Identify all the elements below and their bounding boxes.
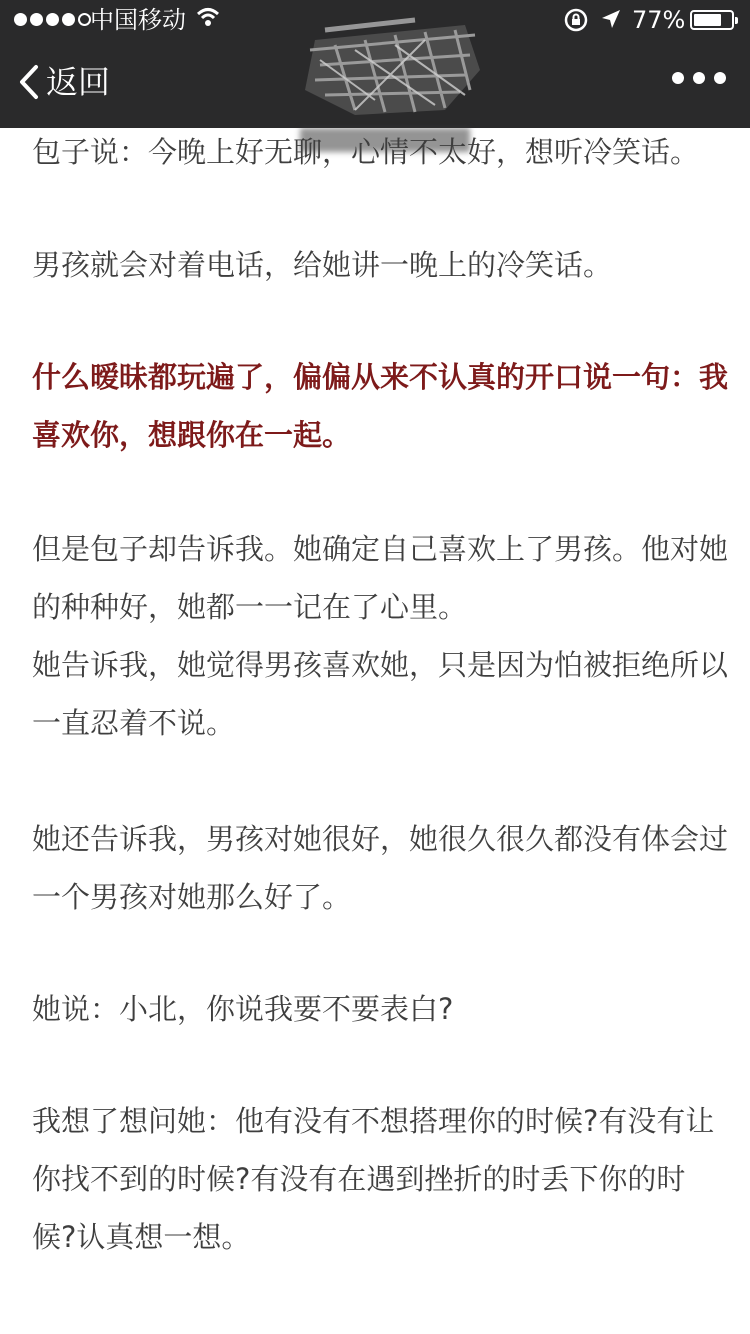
article-line: 一直忍着不说。 — [32, 706, 236, 740]
carrier-name: 中国移动 — [90, 6, 186, 34]
article-line: 一个男孩对她那么好了。 — [32, 880, 352, 914]
article-line: 她告诉我，她觉得男孩喜欢她，只是因为怕被拒绝所以 — [32, 648, 729, 682]
location-arrow-icon — [600, 8, 622, 30]
signal-strength-icon — [14, 13, 91, 26]
battery-icon — [690, 10, 734, 30]
article-line: 你找不到的时候?有没有在遇到挫折的时丢下你的时 — [32, 1162, 686, 1196]
article-line: 她说：小北，你说我要不要表白? — [32, 992, 454, 1026]
battery-percent: 77% — [632, 6, 686, 34]
highlighted-line: 喜欢你，想跟你在一起。 — [32, 418, 352, 452]
article-line: 但是包子却告诉我。她确定自己喜欢上了男孩。他对她 — [32, 532, 729, 566]
back-button[interactable] — [18, 62, 110, 102]
article-line: 候?认真想一想。 — [32, 1220, 251, 1254]
more-options-button[interactable] — [672, 72, 726, 84]
navigation-bar — [0, 40, 750, 128]
article-body — [32, 128, 729, 1266]
chevron-left-icon — [18, 64, 40, 100]
article-line: 她还告诉我，男孩对她很好，她很久很久都没有体会过 — [32, 822, 729, 856]
more-dot-icon — [714, 72, 726, 84]
top-bar — [0, 0, 750, 128]
wifi-icon — [196, 7, 220, 27]
redacted-title-scribble — [295, 0, 495, 128]
article-line: 的种种好，她都一一记在了心里。 — [32, 590, 468, 624]
article-line: 男孩就会对着电话，给她讲一晚上的冷笑话。 — [32, 248, 613, 282]
more-dot-icon — [693, 72, 705, 84]
back-label: 返回 — [46, 63, 111, 101]
article-line: 包子说：今晚上好无聊，心情不太好，想听冷笑话。 — [32, 135, 700, 169]
rotation-lock-icon — [564, 8, 588, 32]
more-dot-icon — [672, 72, 684, 84]
highlighted-line: 什么暧昧都玩遍了，偏偏从来不认真的开口说一句：我 — [32, 360, 729, 394]
article-line: 我想了想问她：他有没有不想搭理你的时候?有没有让 — [32, 1104, 715, 1138]
